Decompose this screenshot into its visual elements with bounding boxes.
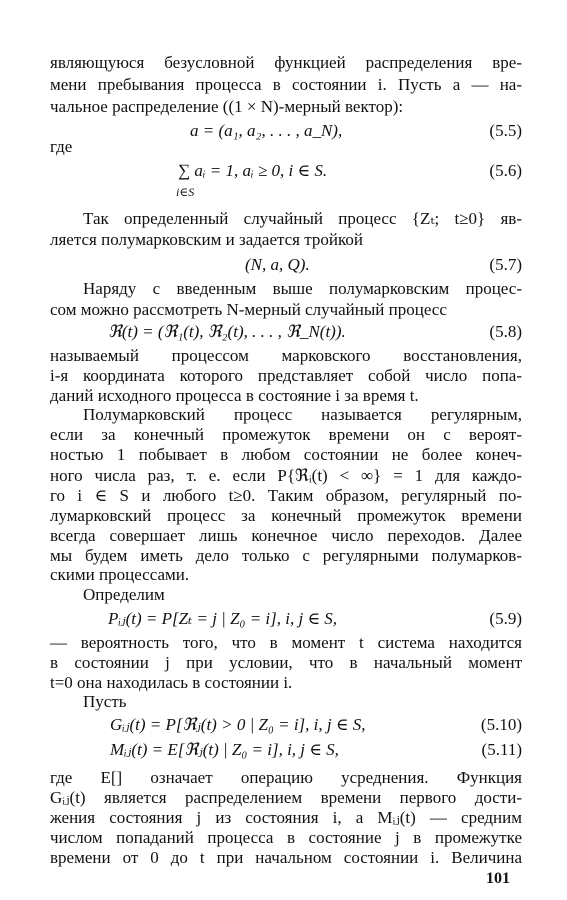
equation-expression: (N, a, Q). [245,255,310,274]
text-line: если за конечный промежуток времени он с вероят- [50,425,522,444]
text-line: Пусть [83,692,127,711]
text-line: — вероятность того, что в момент t система находится [50,633,522,652]
text-line: Gᵢⱼ(t) является распределением времени первого дости- [50,788,522,807]
equation-expression: a = (a₁, a₂, . . . , a_N), [190,121,343,140]
text-line: даний исходного процесса в состояние i за время t. [50,386,419,405]
text-line: t=0 она находилась в состоянии i. [50,673,293,692]
text-line: лумарковский процесс за конечный промежуток времени [50,506,522,525]
equation-number: (5.9) [489,609,522,628]
text-line: чальное распределение ((1 × N)-мерный вектор): [50,97,404,116]
equation-number: (5.7) [489,255,522,274]
sum-subscript: i∈S [176,185,195,199]
text-line: скими процессами. [50,565,190,584]
text-line: являющуюся безусловной функцией распределения вре- [50,53,522,72]
text-line: Так определенный случайный процесс {Zₜ; t≥0} яв- [83,209,522,228]
text-line: где [50,137,73,156]
equation-number: (5.11) [481,740,522,759]
text-line: времени от 0 до t при начальном состоянии i. Величина [50,848,522,867]
equation-number: (5.5) [489,121,522,140]
text-line: мы будем иметь дело только с регулярными полумарков- [50,546,522,565]
equation-number: (5.8) [489,322,522,341]
equation-expression: ℜ(t) = (ℜ₁(t), ℜ₂(t), . . . , ℜ_N(t)). [108,322,346,341]
equation-expression: ∑ aᵢ = 1, aᵢ ≥ 0, i ∈ S. [178,161,328,180]
text-line: числом попаданий процесса в состояние j в промежутке [50,828,522,847]
text-line: где E[] означает операцию усреднения. Функция [50,768,522,787]
text-line: называемый процессом марковского восстановления, [50,346,522,365]
equation-expression: Mᵢⱼ(t) = E[ℜⱼ(t) | Z₀ = i], i, j ∈ S, [110,740,339,759]
text-line: ностью 1 побывает в любом состоянии не более конеч- [50,445,522,464]
equation-number: (5.6) [489,161,522,180]
text-line: мени пребывания процесса в состоянии i. Пусть a — на- [50,75,522,94]
text-line: го i ∈ S и любого t≥0. Таким образом, регулярный по- [50,486,522,505]
text-line: Определим [83,585,165,604]
equation-number: (5.10) [480,715,522,734]
text-line: ного числа раз, т. е. если P{ℜᵢ(t) < ∞} = 1 для каждо- [50,466,522,485]
equation-expression: Gᵢⱼ(t) = P[ℜⱼ(t) > 0 | Z₀ = i], i, j ∈ S, [110,715,366,734]
text-line: ляется полумарковским и задается тройкой [50,230,363,249]
equation-expression: Pᵢⱼ(t) = P[Zₜ = j | Z₀ = i], i, j ∈ S, [108,609,338,628]
text-line: Наряду с введенным выше полумарковским процес- [83,279,522,298]
text-line: i-я координата которого представляет собой число попа- [50,366,522,385]
text-line: всегда совершает лишь конечное число переходов. Далее [50,526,522,545]
text-line: жения состояния j из состояния i, а Mᵢⱼ(t) — средним [50,808,522,827]
text-line: сом можно рассмотреть N-мерный случайный процесс [50,300,447,319]
text-line: в состоянии j при условии, что в начальный момент [50,653,522,672]
text-line: Полумарковский процесс называется регулярным, [83,405,522,424]
page-number: 101 [486,870,510,887]
